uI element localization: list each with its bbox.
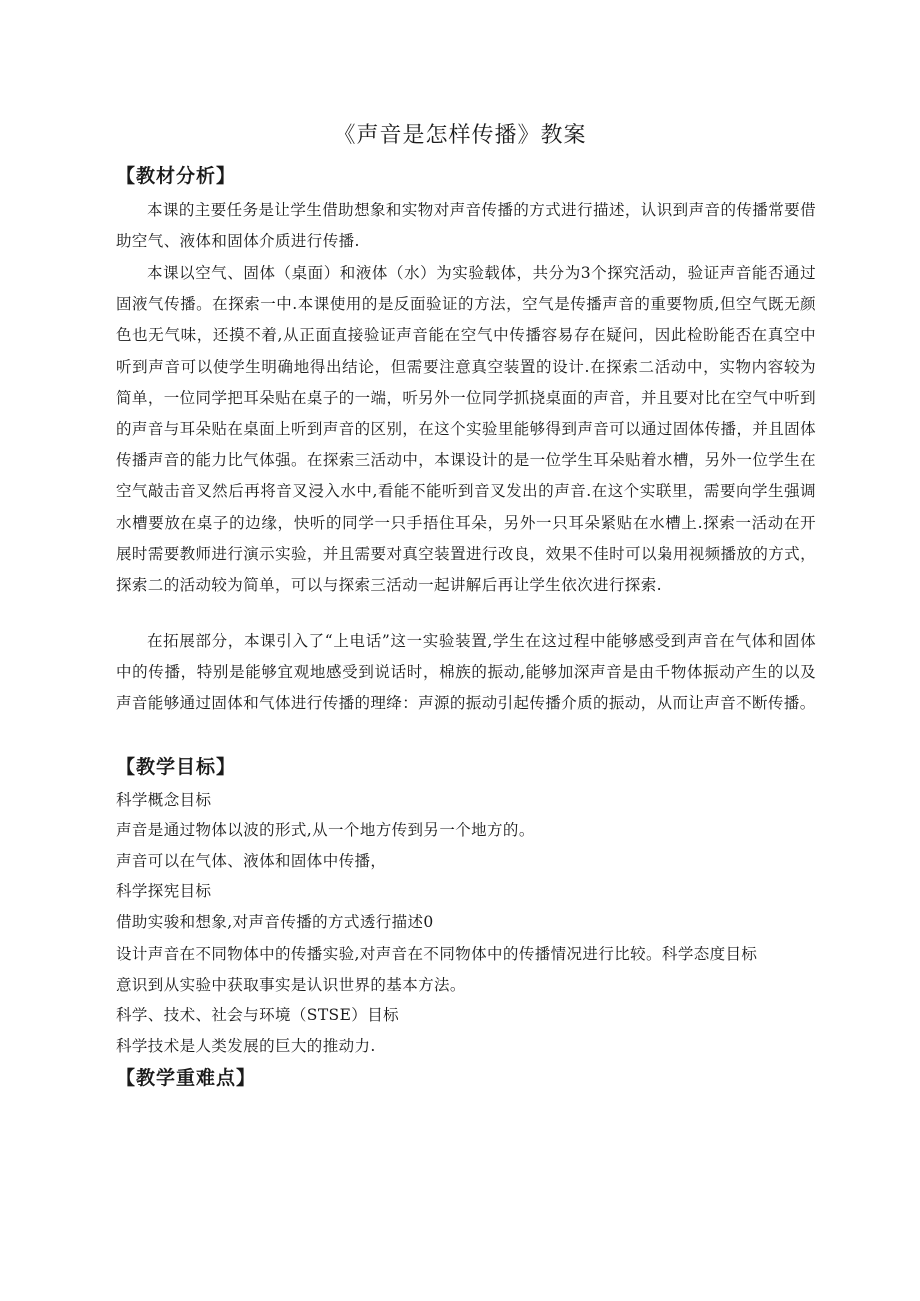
section-heading-key-points: 【教学重难点】 bbox=[116, 1067, 257, 1089]
objective-line: 声音可以在气体、液体和固体中传播， bbox=[116, 852, 387, 870]
analysis-paragraph: 在拓展部分，本课引入了“上电话”这一实验装置,学生在这过程中能够感受到声音在气体和固体中的传播，特别是能够宜观地感受到说话时，棉族的振动,能够加深声音是由千物体振动产生的以及声音能够通过固体和气体进行传播的理绛：声源的振动引起传播介质的振动，从而让声音不断传播。 bbox=[116, 632, 816, 713]
section-heading-analysis: 【教材分析】 bbox=[116, 165, 237, 187]
objective-line: 科学、技术、社会与环境（STSE）目标 bbox=[116, 1006, 399, 1024]
objective-line: 意识到从实验中获取事实是认识世界的基本方法。 bbox=[116, 976, 466, 994]
objective-line: 声音是通过物体以波的形式,从一个地方传到另一个地方的。 bbox=[116, 821, 535, 839]
objective-line: 科学技术是人类发展的巨大的推动力. bbox=[116, 1037, 376, 1055]
document-title: 《声音是怎样传播》教案 bbox=[333, 123, 587, 148]
analysis-paragraph: 本课的主要任务是让学生借助想象和实物对声音传播的方式进行描述，认识到声音的传播常要借助空气、液体和固体介质进行传播. bbox=[116, 201, 816, 251]
analysis-paragraph: 本课以空气、固体（桌面）和液体（水）为实验载体，共分为3个探究活动，验证声音能否通过固液气传播。在探索一中.本课使用的是反面验证的方法，空气是传播声音的重要物质,但空气既无颜色也无气味，还摸不着,从正面直接验证声音能在空气中传播容易存在疑问，因此检盼能否在真空中听到声音可以使学生明确地得出结论，但需要注意真空装置的设计.在探索二活动中，实物内容较为简单，一位同学把耳朵贴在桌子的一端，听另外一位同学抓挠桌面的声音，并且要对比在空气中听到的声音与耳朵贴在桌面上听到声音的区别，在这个实验里能够得到声音可以通过固体传播，并且固体传播声音的能力比气体强。在探索三活动中，本课设计的是一位学生耳朵贴着水槽，另外一位学生在空气敲击音叉然后再将音叉浸入水中,看能不能听到音叉发出的声音.在这个实联里，需要向学生强调水槽要放在桌子的边缘，快听的同学一只手捂住耳朵，另外一只耳朵紧贴在水槽上.探索一活动在开展时需要教师进行演示实验，并且需要对真空装置进行改良，效果不佳时可以枭用视频播放的方式，探索二的活动较为简单，可以与探索三活动一起讲解后再让学生依次进行探索. bbox=[116, 264, 816, 595]
section-heading-objectives: 【教学目标】 bbox=[116, 756, 237, 778]
objective-line: 科学概念目标 bbox=[116, 791, 212, 809]
objective-line: 科学探宪目标 bbox=[116, 882, 212, 900]
objective-line: 设计声音在不同物体中的传播实验,对声音在不同物体中的传播情况进行比较。科学态度目标 bbox=[116, 945, 758, 963]
objective-line: 借助实骏和想象,对声音传播的方式透行描述0 bbox=[116, 913, 434, 931]
